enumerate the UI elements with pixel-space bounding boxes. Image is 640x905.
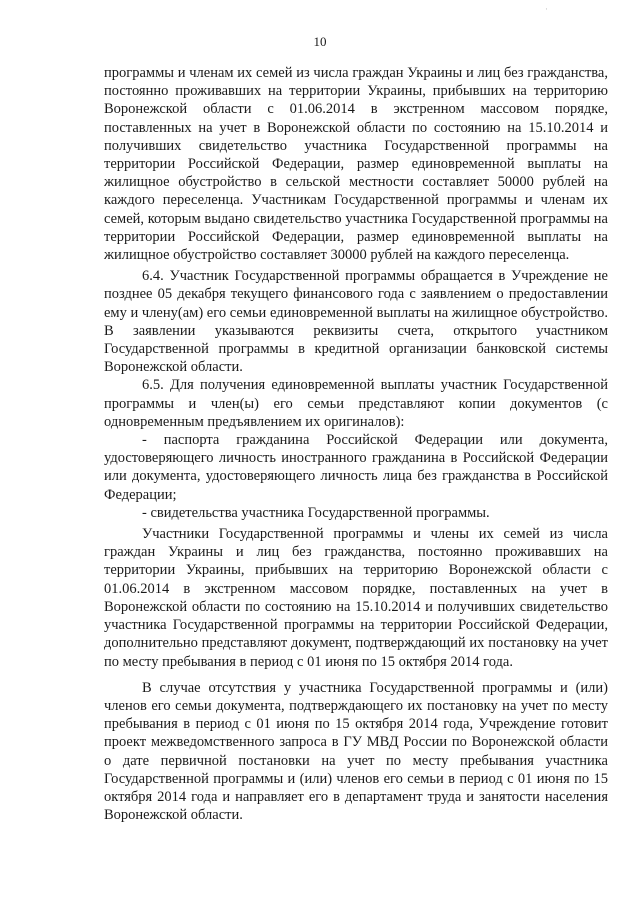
list-item-certificate: - свидетельства участника Государственной программы. — [142, 504, 490, 521]
paragraph-continuation: программы и членам их семей из числа граждан Украины и лиц без гражданства, постоянно проживавших на территории Украины, прибывших на территорию Воронежской области с 01.06.2014 в экстренном массовом порядке, поставленных на учет в Воронежской области по состоянию на 15.10.2014 и получивших свидетельство участника Государственной программы на территории Российской Федерации, размер единовременной выплаты на жилищное обустройство в сельской местности составляет 50000 рублей на каждого переселенца. Участникам Государственной программы и членам их семей, которым выдано свидетельство участника Государственной программы на территории Российской Федерации, размер единовременной выплаты на жилищное обустройство составляет 30000 рублей на каждого переселенца. — [104, 65, 608, 264]
paragraph-ukraine-participants: Участники Государственной программы и члены их семей из числа граждан Украины и лиц без гражданства, постоянно проживавших на территории Украины, прибывших на территорию Воронежской области с 01.06.2014 в экстренном массовом порядке, поставленных на учет в Воронежской области по состоянию на 15.10.2014 и получивших свидетельство участника Государственной программы на территории Российской Федерации, дополнительно представляют документ, подтверждающий их постановку на учет по месту пребывания в период с 01 июня по 15 октября 2014 года. — [104, 526, 608, 670]
paragraph-6-4: 6.4. Участник Государственной программы обращается в Учреждение не позднее 05 декабря текущего финансового года с заявлением о предоставлении ему и члену(ам) его семьи единовременной выплаты на жилищное обустройство. В заявлении указываются реквизиты счета, открытого участником Государственной программы в кредитной организации банковской системы Воронежской области. — [104, 268, 608, 376]
page-number: 10 — [313, 34, 327, 49]
document-body — [104, 64, 608, 824]
paragraph-6-5: 6.5. Для получения единовременной выплаты участник Государственной программы и член(ы) его семьи представляют копии документов (с одновременным предъявлением их оригиналов): — [104, 377, 608, 430]
list-item-passport: - паспорта гражданина Российской Федерации или документа, удостоверяющего личность иностранного гражданина в Российской Федерации или документа, удостоверяющего личность лица без гражданства в Российской Федерации; — [104, 432, 608, 503]
paragraph-absence-of-document: В случае отсутствия у участника Государственной программы и (или) членов его семьи документа, подтверждающего их постановку на учет по месту пребывания в период с 01 июня по 15 октября 2014 года, Учреждение готовит проект межведомственного запроса в ГУ МВД России по Воронежской области о дате первичной постановки на учет по месту пребывания участника Государственной программы и (или) членов его семьи в период с 01 июня по 15 октября 2014 года и направляет его в департамент труда и занятости населения Воронежской области. — [104, 679, 608, 824]
scan-mark: · — [545, 4, 548, 14]
